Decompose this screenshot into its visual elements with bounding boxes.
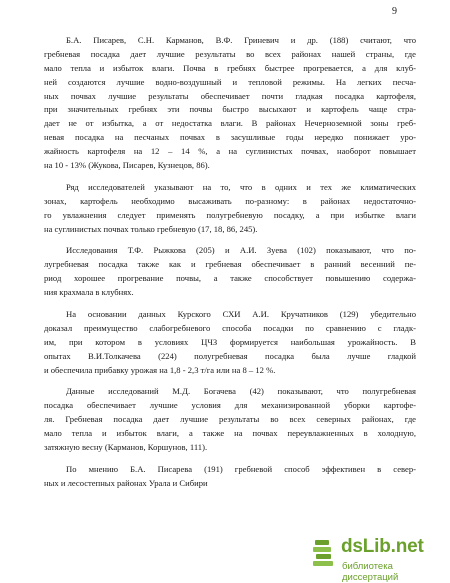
watermark-subtitle: библиотека диссертаций (342, 561, 399, 583)
text-line: По мнению Б.А. Писарева (191) гребневой способ эффективен в север- (66, 463, 416, 474)
text-line: ния крахмала в клубнях. (44, 287, 134, 298)
text-line: на суглинистых почвах только гребневую (17, 18, 86, 245). (44, 223, 258, 234)
text-line: мало тепла и избыток влаги. Почва в гребнях быстрее прогревается, а для клуб- (44, 62, 416, 73)
text-line: жайность картофеля на 12 – 14 %, а на суглинистых почвах, наоборот повышает (44, 146, 416, 157)
text-line: посадка обеспечивает лучшие условия для механизированной уборки картофе- (44, 400, 416, 411)
body-text (44, 34, 416, 491)
text-line: ля. Гребневая посадка дает лучшие результаты во всех северных районах, где (44, 414, 416, 425)
text-line: Б.А. Писарев, С.Н. Карманов, В.Ф. Гриневич и др. (188) считают, что (66, 35, 416, 45)
text-line: дает не от избытка, а от недостатка влаги. В районах Нечерноземной зоны греб- (44, 118, 416, 129)
text-line: и обеспечила прибавку урожая на 1,8 - 2,3 т/га или на 8 – 12 %. (44, 364, 276, 375)
text-line: На основании данных Курского СХИ А.И. Кручатников (129) убедительно (66, 309, 416, 320)
text-line: доказал преимущество слабогребневого способа посадки по сравнению с гладк- (44, 322, 416, 333)
text-line: опытах В.И.Толкачева (224) полугребневая посадка была лучше гладкой (44, 350, 416, 361)
text-line: риод хорошее прогревание почвы, а также способствует повышению содержа- (44, 273, 416, 284)
text-line: невая посадка на песчаных почвах в засушливые годы нередко понижает уро- (44, 132, 416, 143)
text-line: ных почвах лучшие результаты обеспечивает почти гладкая посадка картофеля, (44, 90, 416, 101)
text-line: гребневая посадка дает лучшие результаты во всех районах нашей страны, где (44, 48, 416, 59)
text-line: Исследования Т.Ф. Рыжкова (205) и А.И. Зуева (102) показывают, что по- (66, 245, 416, 256)
page-number: 9 (392, 6, 397, 17)
watermark-brand: dsLib.net (341, 536, 424, 557)
text-line: зонах, картофель необходимо высаживать по-разному: в районах недостаточно- (44, 195, 416, 206)
text-line: ных и лесостепных районах Урала и Сибири (44, 477, 208, 488)
text-line: Данные исследований М.Д. Богачева (42) показывают, что полугребневая (66, 386, 416, 397)
text-line: им, при котором в условиях ЦЧЗ формируется наибольшая урожайность. В (44, 336, 416, 347)
book-stack-icon (311, 538, 337, 568)
text-line: на 10 - 13% (Жукова, Писарев, Кузнецов, 86). (44, 160, 210, 171)
text-line: при значительных гребнях эти почвы быстро высыхают и картофель чаще стра- (44, 104, 416, 115)
text-line: ней создаются лучшие водно-воздушный и тепловой режимы. На легких песча- (44, 76, 416, 87)
text-line: мало тепла и избыток влаги, а также на почвах переувлажненных в холодную, (44, 428, 416, 439)
text-line: лугребневая посадка также как и гребневая обеспечивает в ранний весенний пе- (44, 259, 416, 270)
text-line: Ряд исследователей указывают на то, что в одних и тех же климатических (66, 181, 416, 192)
watermark-logo (311, 536, 447, 583)
text-line: го увлажнения следует применять полугребневую посадку, а при избытке влаги (44, 209, 416, 220)
text-line: затяжную весну (Карманов, Коршунов, 111). (44, 442, 208, 453)
